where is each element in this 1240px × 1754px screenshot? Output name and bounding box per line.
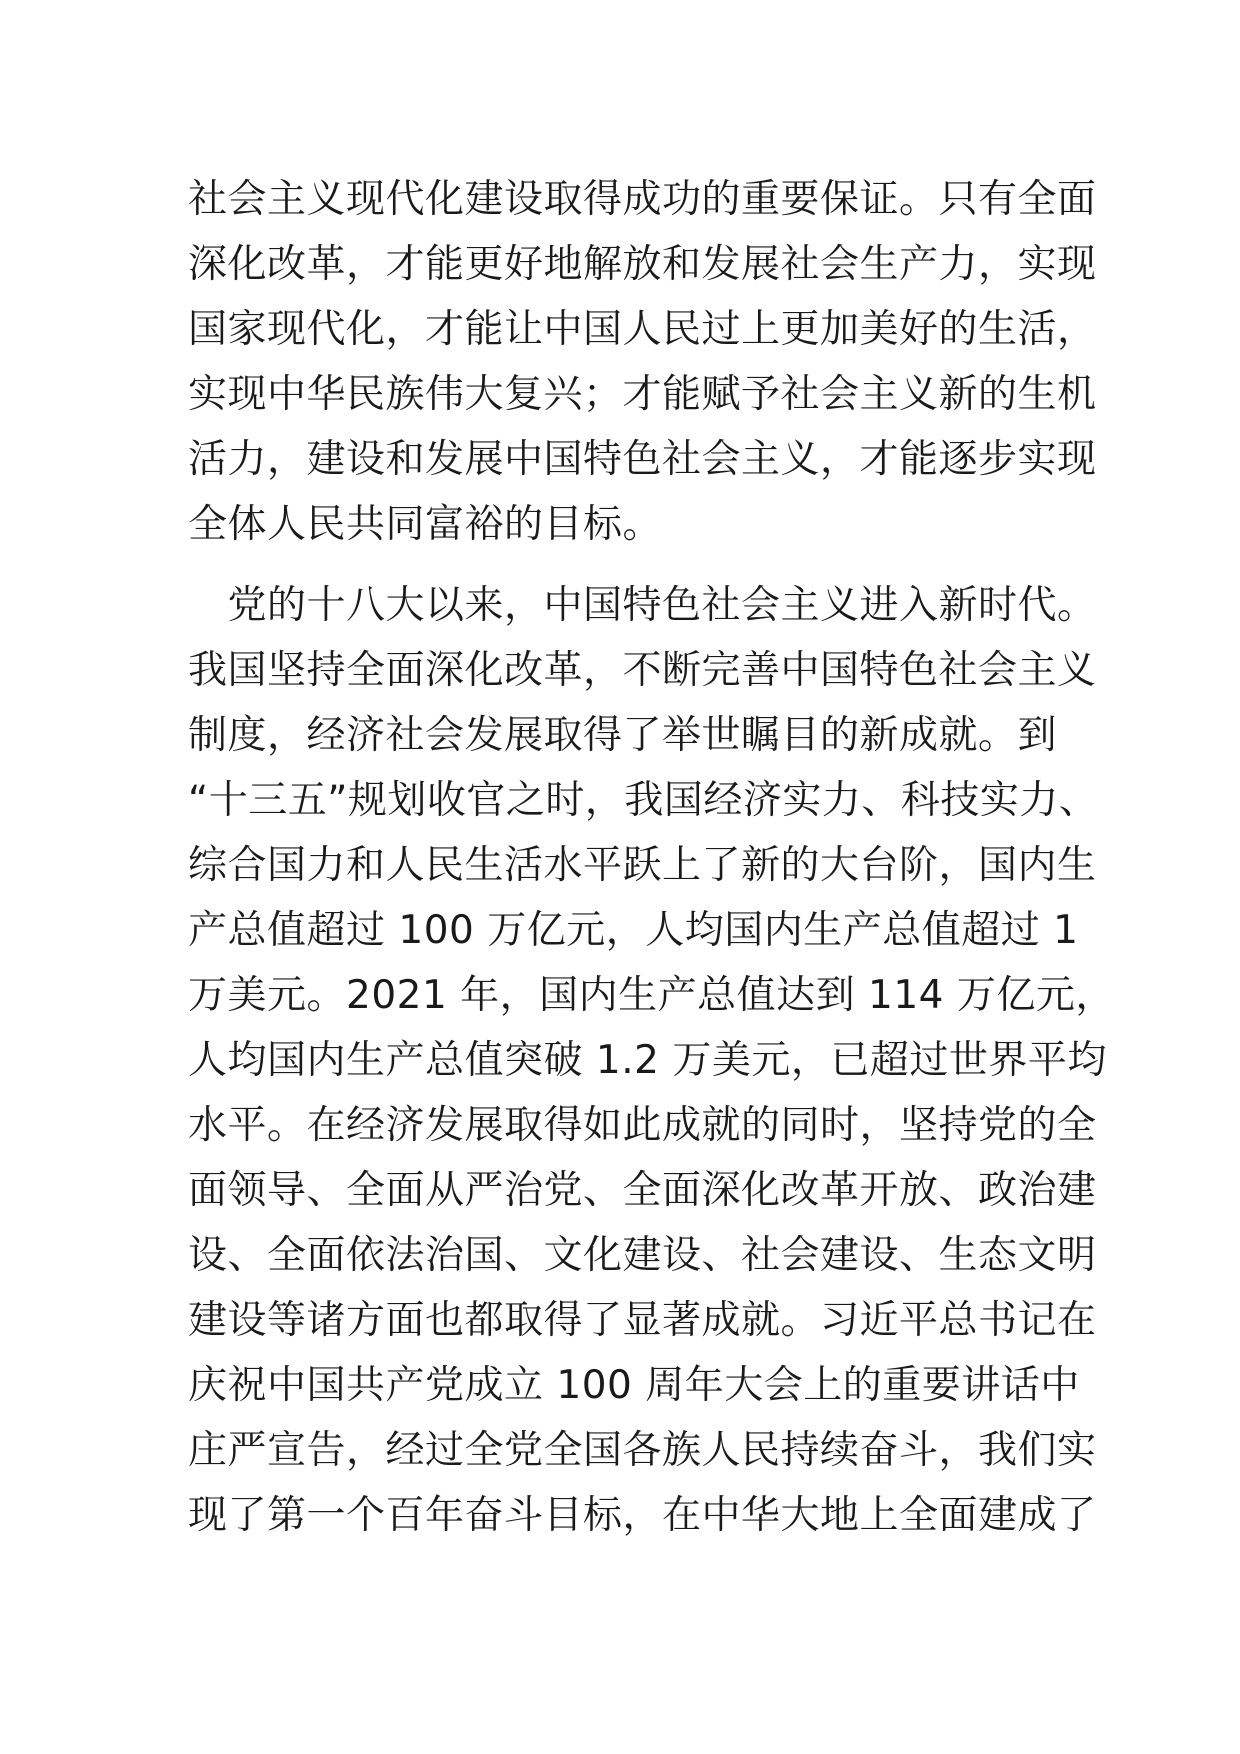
text-line: 产总值超过 100 万亿元，人均国内生产总值超过 1 bbox=[188, 908, 1079, 953]
text-line: 社会主义现代化建设取得成功的重要保证。只有全面 bbox=[188, 177, 1097, 222]
text-line: 活力，建设和发展中国特色社会主义，才能逐步实现 bbox=[188, 437, 1097, 482]
paragraph-spacing bbox=[188, 557, 1068, 573]
text-line: 国家现代化，才能让中国人民过上更加美好的生活， bbox=[188, 307, 1097, 352]
text-line: 实现中华民族伟大复兴；才能赋予社会主义新的生机 bbox=[188, 372, 1097, 417]
text-line: 万美元。2021 年，国内生产总值达到 114 万亿元， bbox=[188, 973, 1115, 1018]
text-line: 综合国力和人民生活水平跃上了新的大台阶，国内生 bbox=[188, 843, 1097, 888]
text-line: 水平。在经济发展取得如此成就的同时，坚持党的全 bbox=[188, 1103, 1097, 1148]
text-line: “十三五”规划收官之时，我国经济实力、科技实力、 bbox=[188, 778, 1099, 823]
paragraph-2 bbox=[188, 573, 1115, 1548]
text-line: 党的十八大以来，中国特色社会主义进入新时代。 bbox=[188, 583, 1097, 628]
text-line: 面领导、全面从严治党、全面深化改革开放、政治建 bbox=[188, 1168, 1097, 1213]
paragraph-1 bbox=[188, 167, 1097, 557]
body-text bbox=[188, 167, 1115, 1548]
text-line: 庄严宣告，经过全党全国各族人民持续奋斗，我们实 bbox=[188, 1428, 1097, 1473]
text-line: 深化改革，才能更好地解放和发展社会生产力，实现 bbox=[188, 242, 1097, 287]
text-line: 现了第一个百年奋斗目标，在中华大地上全面建成了 bbox=[188, 1493, 1097, 1538]
text-line: 建设等诸方面也都取得了显著成就。习近平总书记在 bbox=[188, 1298, 1097, 1343]
text-line: 制度，经济社会发展取得了举世瞩目的新成就。到 bbox=[188, 713, 1058, 758]
text-line: 全体人民共同富裕的目标。 bbox=[188, 502, 663, 547]
text-line: 我国坚持全面深化改革，不断完善中国特色社会主义 bbox=[188, 648, 1097, 693]
text-line: 人均国内生产总值突破 1.2 万美元，已超过世界平均 bbox=[188, 1038, 1107, 1083]
text-line: 庆祝中国共产党成立 100 周年大会上的重要讲话中 bbox=[188, 1363, 1080, 1408]
text-line: 设、全面依法治国、文化建设、社会建设、生态文明 bbox=[188, 1233, 1097, 1278]
